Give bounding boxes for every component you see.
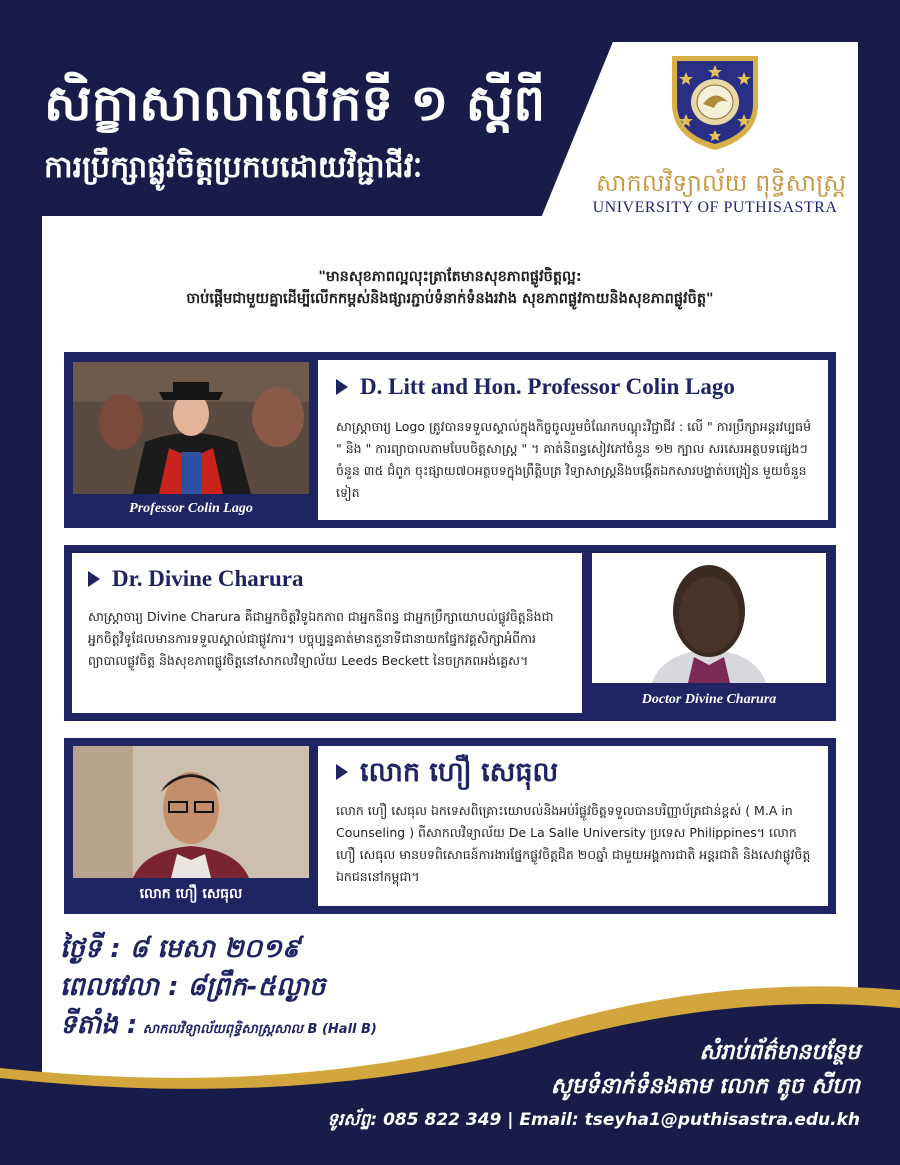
university-name-english: UNIVERSITY OF PUTHISASTRA [592,199,838,216]
speaker-bio-1: សាស្ត្រាចារ្យ Logo ត្រូវបានទទួលស្គាល់ក្នុងកិច្ចចូលរួមចំណែកបណ្តុះវិជ្ជាជីវ : លើ " ការប្រឹក្សាអន្តរវប្បធម៌ " និង " ការព្យាបាលតាមបែបចិត្តសាស្ត្រ " ។ គាត់និពន្ធសៀវភៅចំនួន ១២ ក្បាល សរសេរអត្ថបទផ្សេងៗ ចំនួន ៣៥ ជំពូក ចុះផ្សាយ៧០អត្ថបទក្នុងព្រឹត្តិបត្រ វិទ្យាសាស្ត្រនិងបង្កើតឯកសារបង្ហាត់បង្រៀន មួយចំនួនទៀត [336,419,812,500]
event-date: ថ្ងៃទី : ៨ មេសា ២០១៩ [60,934,301,964]
speaker-name-1-text: D. Litt and Hon. Professor Colin Lago [360,374,735,399]
speaker-name-2 [88,566,303,592]
play-triangle-icon [88,571,100,587]
quote-line-1: "មានសុខភាពល្អលុះត្រាតែមានសុខភាពផ្លូវចិត្តល្អ: [318,269,582,285]
contact-line-3: ទូរស័ព្ទ: 085 822 349 | Email: tseyha1@puthisastra.edu.kh [327,1110,860,1130]
speaker-photo-2 [592,553,826,683]
event-time: ពេលវេលា : ៨ព្រឹក-៥ល្ងាច [60,972,326,1002]
speaker-caption-3: លោក ហឿ សេធុល [139,886,243,902]
play-triangle-icon [336,764,348,780]
event-venue-value: សាកលវិទ្យាល័យពុទ្ធិសាស្ត្រសាល B (Hall B) [142,1022,377,1037]
speaker-name-3 [336,756,558,795]
contact-line-2: សូមទំនាក់ទំនងតាម លោក តូច សីហា [550,1074,860,1099]
speaker-photo-3 [73,746,309,878]
event-details [60,930,377,1049]
speaker-name-2-text: Dr. Divine Charura [112,566,304,591]
professor-portrait-image [73,362,309,494]
speaker-caption-1: Professor Colin Lago [129,501,253,516]
contact-block [327,1036,860,1136]
speaker-bio-3: លោក ហឿ សេធុល ឯកទេសពិគ្រោះយោបល់និងអប់រំផ្លូវចិត្តទទួលបានបរិញ្ញាប័ត្រជាន់ខ្ពស់ ( M.A in Counseling ) ពីសាកលវិទ្យាល័យ De La Salle University ប្រទេស Philippines។ លោក ហឿ សេធុល មានបទពិសោធន៍ការងារផ្នែកផ្លូវចិត្តជិត ២០ឆ្នាំ ជាមួយអង្គការជាតិ អន្តរជាតិ និងសេវាផ្លូវចិត្តឯកជននៅកម្ពុជា។ [336,803,811,884]
speaker-name-3-text: លោក ហឿ សេធុល [360,757,559,788]
event-venue-label: ទីតាំង : [60,1010,138,1040]
university-name-khmer: សាកលវិទ្យាល័យ ពុទ្ធិសាស្ត្រ [596,169,847,197]
speaker-photo-1 [73,362,309,494]
university-shield-logo [668,52,762,152]
speaker-bio-2: សាស្ត្រាចារ្យ Divine Charura គឺជាអ្នកចិត្តវិទូឯកភាព ជាអ្នកនិពន្ធ ជាអ្នកប្រឹក្សាយោបល់ផ្លូវចិត្តនិងជាអ្នកចិត្តវិទូដែលមានការទទួលស្គាល់ជាផ្លូវការ។ បច្ចុប្បន្នគាត់មានតួនាទីជានាយកផ្នែកវគ្គសិក្សាអំពីការព្យាបាលផ្លូវចិត្ត និងសុខភាពផ្លូវចិត្តនៅសាកលវិទ្យាល័យ Leeds Beckett នៃចក្រភពអង់គ្លេស។ [88,609,554,668]
contact-line-1: សំរាប់ព័ត៌មានបន្ថែម [699,1040,860,1065]
tagline-quote [50,266,850,310]
doctor-portrait-image [592,553,826,683]
speaker-portrait-image [73,746,309,878]
title-line-2: ការប្រឹក្សាផ្លូវចិត្តប្រកបដោយវិជ្ជាជីវៈ [44,150,423,185]
speaker-caption-2: Doctor Divine Charura [641,692,777,707]
play-triangle-icon [336,379,348,395]
title-line-1: សិក្ខាសាលាលើកទី ១ ស្តីពី [44,74,546,132]
quote-line-2: ចាប់ផ្តើមជាមួយគ្នាដើម្បីលើកកម្ពស់និងផ្សារភ្ជាប់ទំនាក់ទំនងរវាង សុខភាពផ្លូវកាយនិងសុខភាពផ្លូវចិត្ត" [186,291,714,307]
speaker-name-1 [336,374,735,400]
